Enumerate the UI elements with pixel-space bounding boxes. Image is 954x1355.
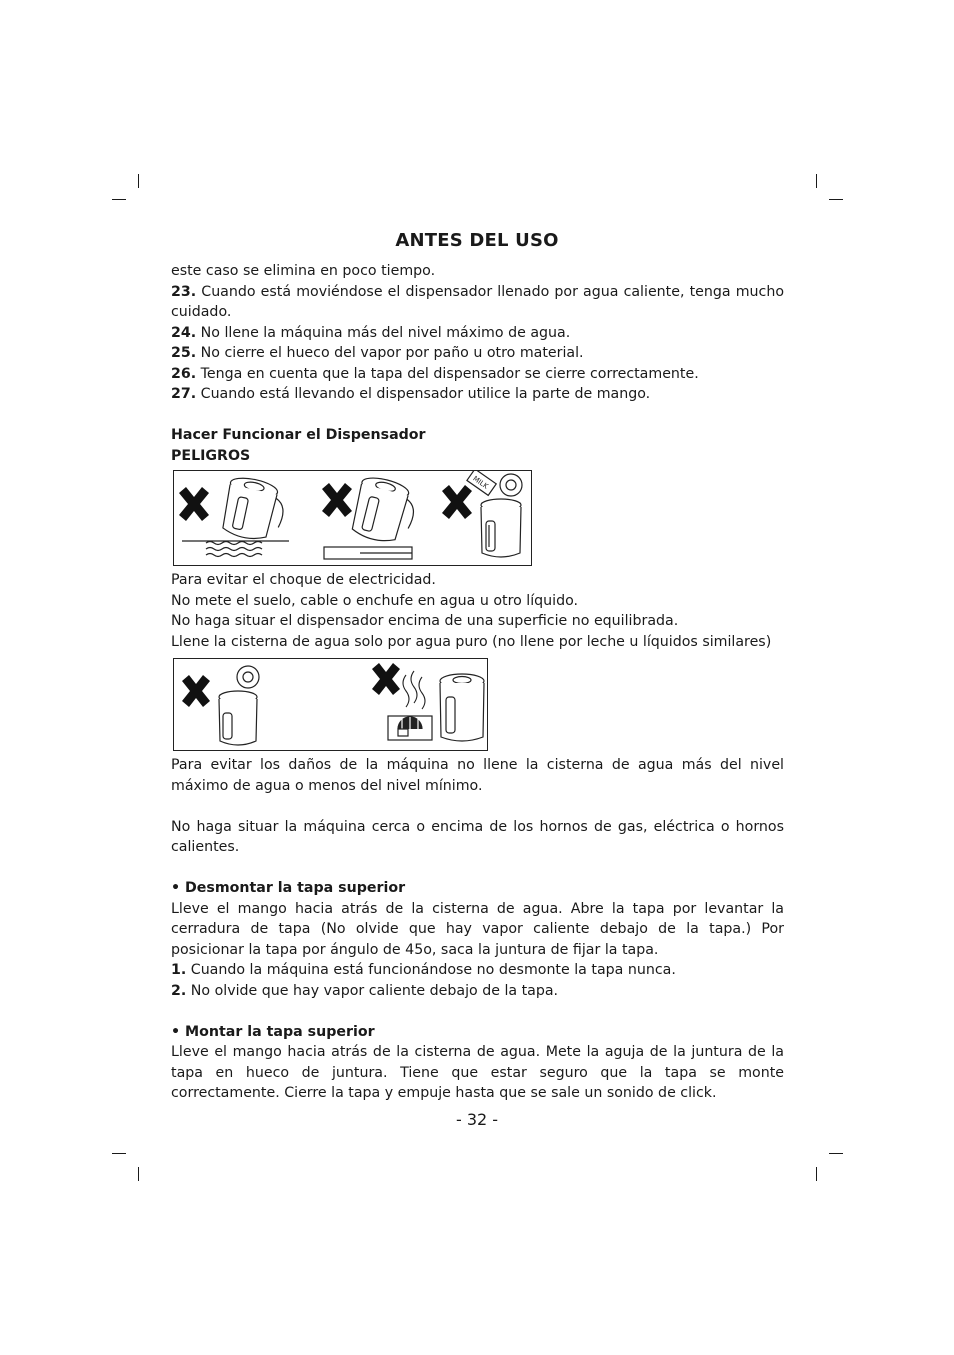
item-text: Cuando la máquina está funcionándose no desmonte la tapa nunca.	[190, 962, 676, 978]
crop-mark	[112, 1153, 126, 1154]
item-text: Cuando está llevando el dispensador utilice la parte de mango.	[200, 386, 651, 402]
spacer	[171, 405, 784, 426]
item-text: No olvide que hay vapor caliente debajo de la tapa.	[190, 982, 559, 999]
item-number: 25.	[171, 345, 197, 361]
crop-mark	[829, 199, 843, 200]
item-text: No llene la máquina más del nivel máximo de agua.	[200, 324, 571, 341]
item-text: Cuando está moviéndose el dispensador llenado por agua caliente, tenga mucho cuidado.	[171, 283, 784, 320]
item-number: 1.	[171, 962, 187, 978]
crop-mark	[138, 1167, 139, 1181]
item-number: 23.	[171, 283, 197, 300]
prohibited-x-icon	[442, 485, 472, 519]
section-subheading: PELIGROS	[171, 447, 251, 464]
item-text: Tenga en cuenta que la tapa del dispensador se cierre correctamente.	[200, 365, 699, 382]
milk-label: MILK	[471, 474, 490, 491]
stove-drawing	[388, 716, 432, 740]
spacer	[171, 1001, 784, 1022]
danger-illustration-2	[173, 658, 488, 751]
prohibited-x-icon	[372, 663, 400, 695]
section-heading: Hacer Funcionar el Dispensador	[171, 427, 426, 443]
list-item	[171, 384, 784, 405]
item-number: 26.	[171, 365, 197, 382]
crop-mark	[138, 174, 139, 188]
caption-paragraph: Para evitar los daños de la máquina no llene la cisterna de agua más del nivel máximo de agua o menos del nivel mínimo.	[171, 757, 784, 794]
caption-line: Para evitar el choque de electricidad.	[171, 572, 436, 588]
subsection-heading: • Montar la tapa superior	[171, 1023, 375, 1040]
danger-illustration-1	[173, 470, 532, 566]
dispenser-open-lid-drawing	[219, 666, 259, 745]
crop-mark	[829, 1153, 843, 1154]
instruction-paragraph: Lleve el mango hacia atrás de la cisterna de agua. Mete la aguja de la juntura de la tapa en hueco de juntura. Tiene que estar seguro que la tapa se monte correctamente. Cierre la tapa y empuje hasta que se sale un sonido de click.	[171, 1044, 784, 1101]
list-item	[171, 323, 784, 344]
intro-text: este caso se elimina en poco tiempo.	[171, 263, 436, 279]
page-number: - 32 -	[455, 1110, 499, 1129]
list-item	[171, 343, 784, 364]
prohibited-x-icon	[182, 675, 210, 707]
list-item	[171, 981, 784, 1002]
caption-line: No mete el suelo, cable o enchufe en agua u otro líquido.	[171, 592, 579, 609]
heat-waves-icon	[403, 671, 425, 709]
item-number: 2.	[171, 982, 187, 999]
dispenser-drawing	[440, 674, 484, 741]
item-number: 24.	[171, 324, 197, 341]
instruction-paragraph: Lleve el mango hacia atrás de la cisterna de agua. Abre la tapa por levantar la cerradura de tapa (No olvide que hay vapor caliente debajo de la tapa.) Por posicionar la tapa por ángulo de 45o, saca la juntura de fijar la tapa.	[171, 900, 784, 958]
crop-mark	[816, 1167, 817, 1181]
item-text: No cierre el hueco del vapor por paño u otro material.	[200, 345, 584, 361]
dispenser-uneven-surface-drawing	[324, 474, 420, 559]
crop-mark	[816, 174, 817, 188]
warning-paragraph: No haga situar la máquina cerca o encima de los hornos de gas, eléctrica o hornos calientes.	[171, 818, 784, 855]
spacer	[171, 796, 784, 817]
caption-line: Llene la cisterna de agua solo por agua puro (no llene por leche u líquidos similares)	[171, 633, 772, 650]
list-item	[171, 282, 784, 323]
subsection-heading: • Desmontar la tapa superior	[171, 880, 406, 896]
item-number: 27.	[171, 386, 197, 402]
prohibited-x-icon	[179, 487, 209, 521]
crop-mark	[112, 199, 126, 200]
page-title: ANTES DEL USO	[395, 230, 559, 251]
page-content	[171, 261, 784, 1104]
caption-line: No haga situar el dispensador encima de una superficie no equilibrada.	[171, 613, 679, 629]
list-item	[171, 364, 784, 385]
prohibited-x-icon	[322, 483, 352, 517]
spacer	[171, 858, 784, 879]
list-item	[171, 960, 784, 981]
